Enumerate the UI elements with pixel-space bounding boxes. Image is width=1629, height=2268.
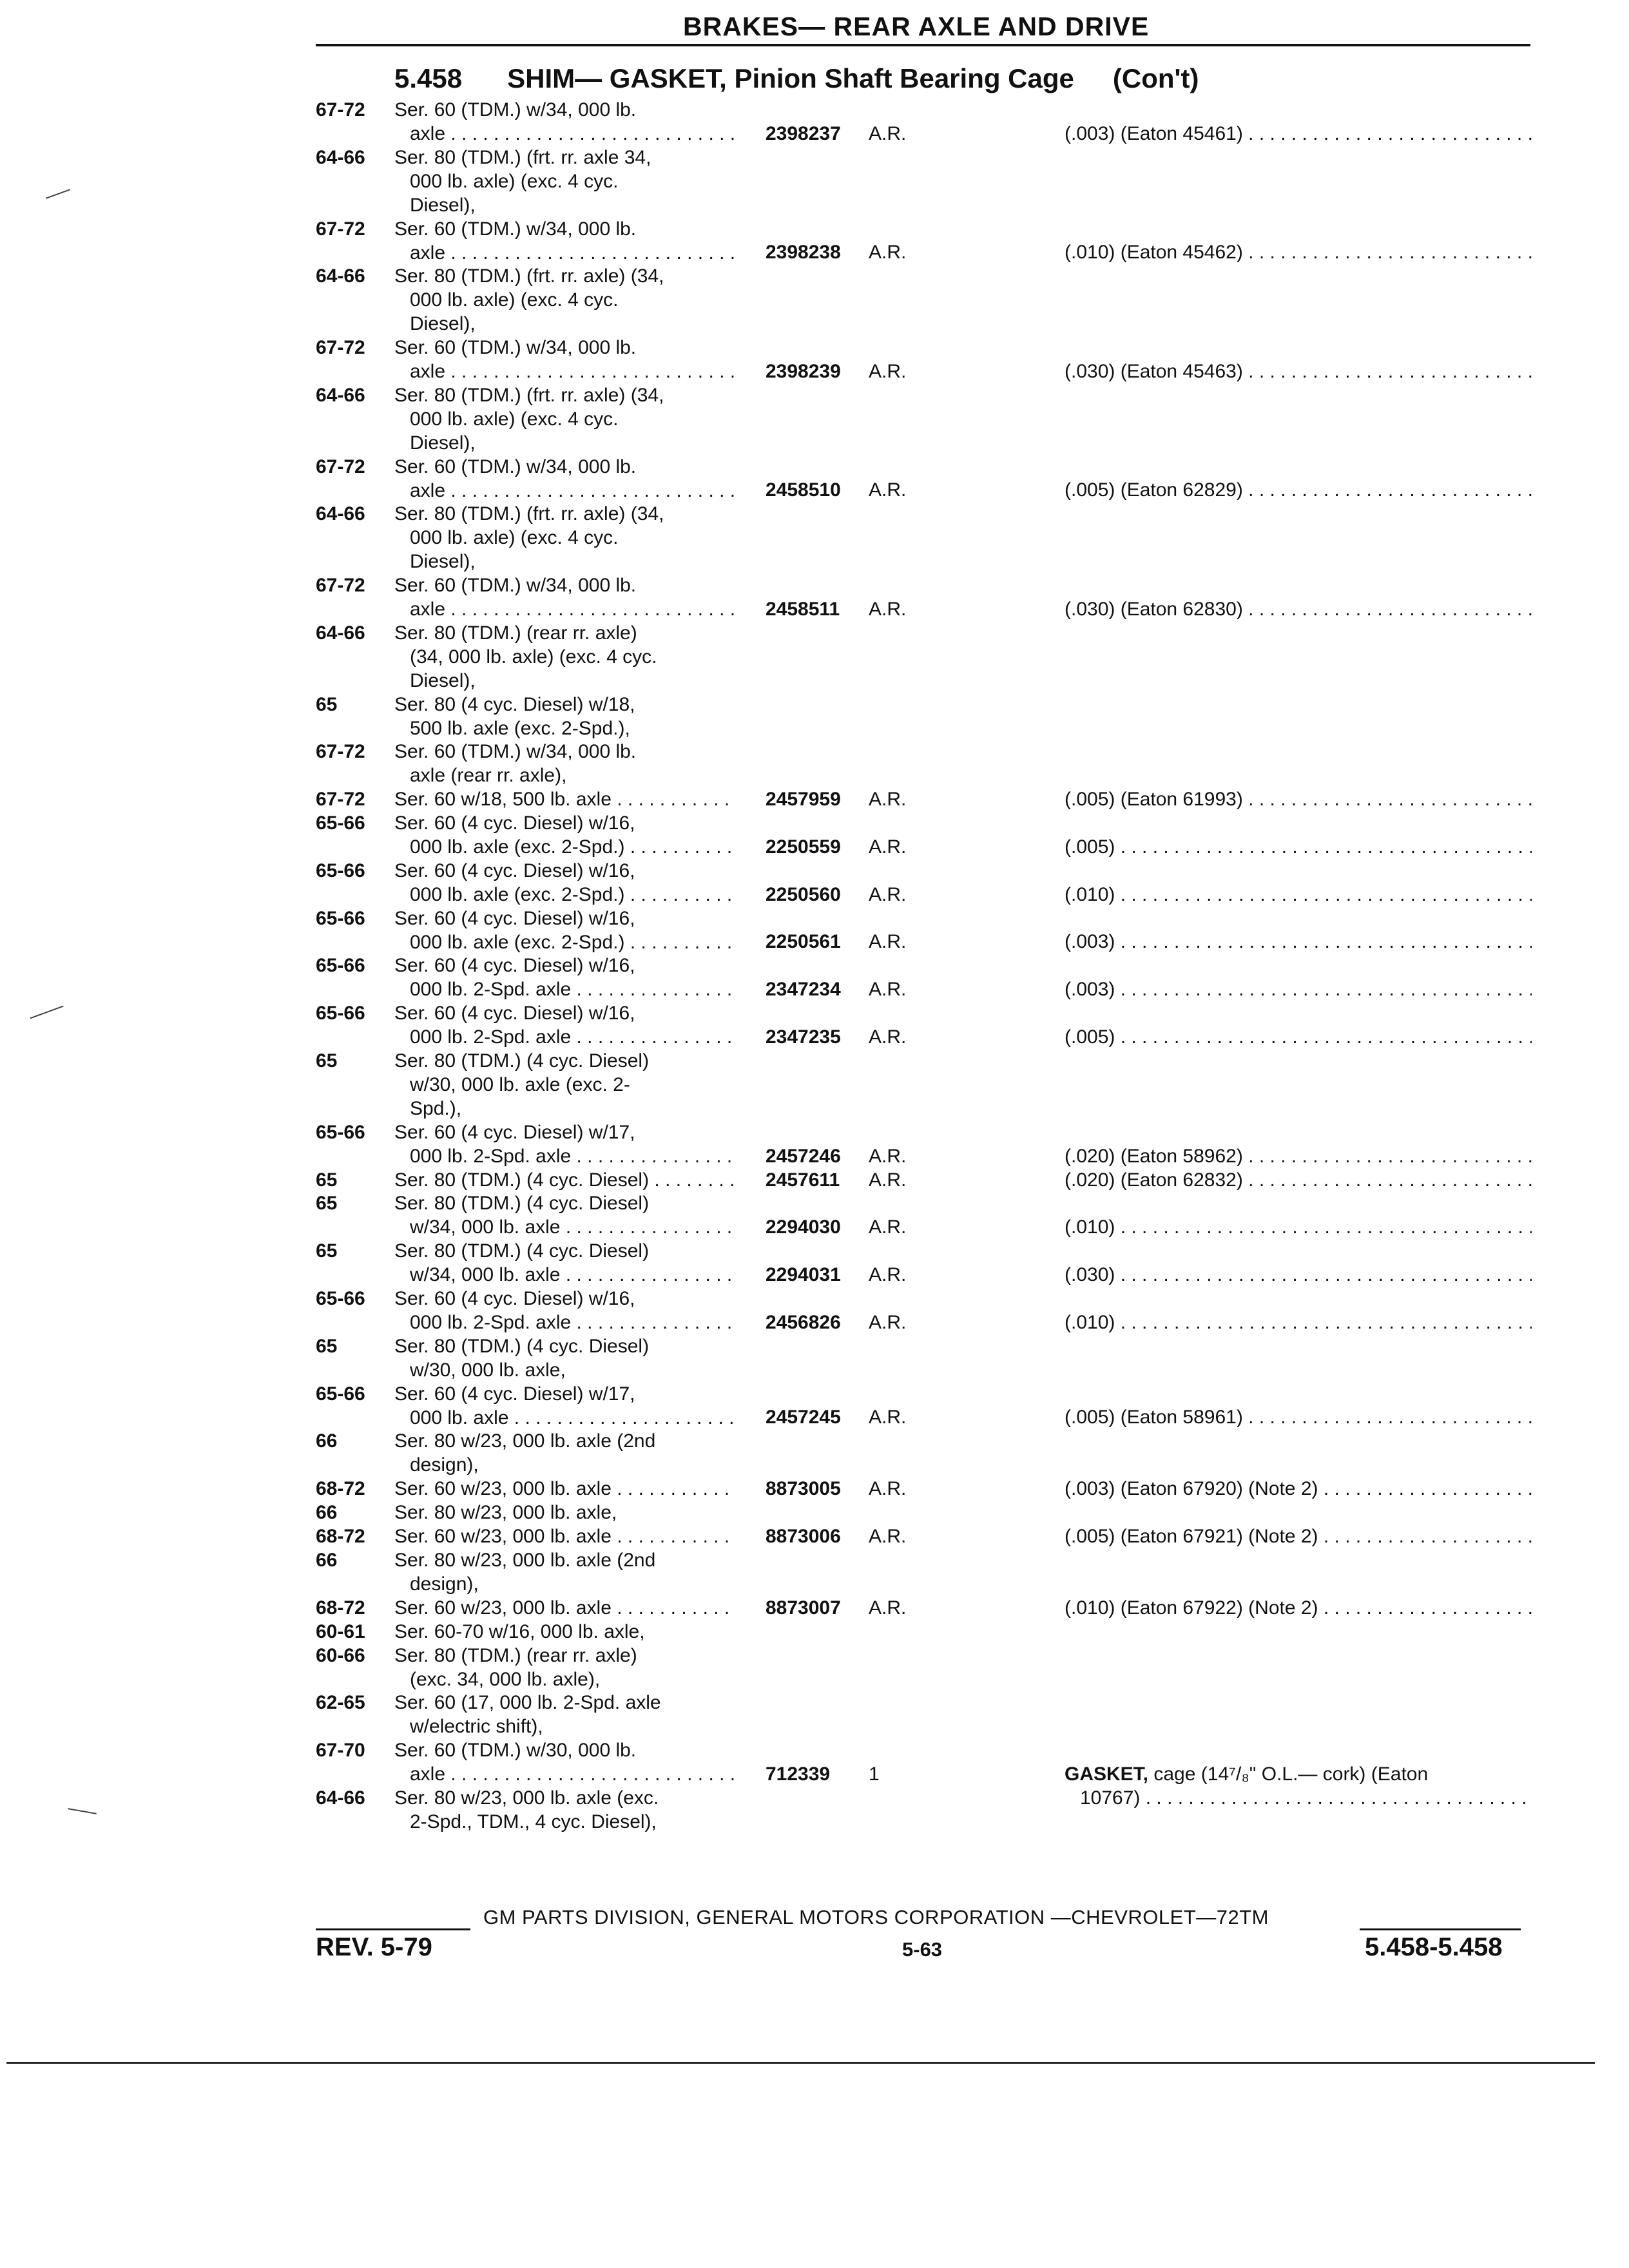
part-number: 2250559 [766,836,841,858]
part-remark [1065,1215,1532,1239]
remark-line: 10767) . . . [1065,1786,1532,1810]
quantity: A.R. [869,360,907,382]
application-description [394,264,736,336]
remark-line: (.010) . . . [1065,1215,1532,1239]
description-line: Ser. 80 (TDM.) (4 cyc. Diesel) [394,1193,650,1215]
part-remark [1065,930,1532,954]
description-line: Ser. 60 w/23, 000 lb. axle . . . [394,1524,736,1548]
header-rule [316,44,1530,46]
section-title: BRAKES— REAR AXLE AND DRIVE [683,12,1150,41]
part-remark [1065,1596,1532,1620]
application-description [394,383,736,455]
application-description [394,1287,736,1334]
model-year: 67-70 [316,1740,365,1762]
table-row [0,1168,1629,1192]
description-line: Ser. 60 (TDM.) w/34, 000 lb. [394,456,637,477]
description-line: 000 lb. axle) (exc. 4 cyc. [410,170,619,192]
footer-corporation: GM PARTS DIVISION, GENERAL MOTORS CORPORATION —CHEVROLET—72TM [483,1906,1269,1928]
model-year: 66 [316,1502,338,1524]
description-line: Ser. 80 (TDM.) (frt. rr. axle) (34, [394,503,664,525]
description-line: Ser. 80 (TDM.) (frt. rr. axle 34, [394,146,651,168]
remark-line: (.010) (Eaton 45462) . . . [1065,240,1532,264]
remark-line: (.030) . . . [1065,1263,1532,1287]
part-remark [1065,1524,1532,1548]
model-year: 65-66 [316,1121,365,1143]
description-line: axle . . . [394,479,736,503]
part-remark [1065,787,1532,811]
part-number: 2458511 [766,598,840,620]
application-description [394,907,736,954]
application-description [394,98,736,146]
table-row [0,264,1629,336]
model-year: 64-66 [316,265,365,287]
quantity: A.R. [869,979,907,1001]
remark-line: (.003) . . . [1065,977,1532,1001]
description-line: Ser. 60 (TDM.) w/34, 000 lb. [394,337,637,358]
quantity: A.R. [869,1145,907,1167]
model-year: 66 [316,1549,338,1571]
table-row [0,1001,1629,1049]
description-line: (34, 000 lb. axle) (exc. 4 cyc. [410,646,657,668]
description-line: Spd.), [410,1098,462,1119]
application-description [394,1334,736,1382]
table-row [0,1644,1629,1691]
quantity: A.R. [869,1597,907,1619]
model-year: 65 [316,1335,338,1357]
model-year: 67-72 [316,99,365,120]
application-description [394,1382,736,1430]
remark-line: (.020) (Eaton 62832) . . . [1065,1168,1532,1192]
part-number: 2294030 [766,1216,841,1238]
description-line: Ser. 80 (TDM.) (rear rr. axle) [394,622,637,644]
part-number: 2250560 [766,883,841,905]
model-year: 65-66 [316,907,365,929]
part-number: 8873005 [766,1478,841,1500]
description-line: 500 lb. axle (exc. 2-Spd.), [410,717,630,739]
group-heading [394,63,1199,94]
description-line: Ser. 80 (TDM.) (4 cyc. Diesel) [394,1335,650,1357]
quantity: 1 [869,1763,880,1785]
model-year: 66 [316,1430,338,1452]
application-description [394,954,736,1001]
description-line: Ser. 60 (4 cyc. Diesel) w/16, [394,955,635,977]
table-row [0,98,1629,146]
quantity: A.R. [869,1216,907,1238]
remark-line: (.005) (Eaton 62829) . . . [1065,478,1532,502]
part-number: 2250561 [766,931,841,953]
table-row [0,811,1629,859]
part-remark [1065,1477,1532,1501]
quantity: A.R. [869,479,907,501]
table-row [0,1786,1629,1834]
part-number: 8873007 [766,1597,841,1619]
table-row [0,1334,1629,1382]
description-line: Ser. 80 w/23, 000 lb. axle, [394,1502,617,1524]
model-year: 65-66 [316,1288,365,1309]
remark-line: (.030) (Eaton 45463) . . . [1065,360,1532,383]
description-line: 000 lb. axle (exc. 2-Spd.) . . . [394,930,736,954]
description-line: Ser. 60 (TDM.) w/30, 000 lb. [394,1740,637,1762]
description-line: Diesel), [410,551,476,573]
description-line: w/34, 000 lb. axle . . . [394,1263,736,1287]
remark-line: (.005) (Eaton 58961) . . . [1065,1405,1532,1429]
quantity: A.R. [869,883,907,905]
description-line: (exc. 34, 000 lb. axle), [410,1668,601,1690]
application-description [394,1191,736,1239]
application-description [394,1168,736,1192]
model-year: 65 [316,1050,338,1072]
description-line: axle . . . [394,360,736,383]
description-line: 000 lb. 2-Spd. axle . . . [394,977,736,1001]
remark-line: (.005) . . . [1065,1025,1532,1049]
model-year: 67-72 [316,741,365,763]
application-description [394,1501,736,1524]
application-description [394,811,736,859]
model-year: 60-61 [316,1620,365,1642]
application-description [394,1786,736,1834]
model-year: 65 [316,1240,338,1262]
application-description [394,1477,736,1501]
description-line: Ser. 60 (TDM.) w/34, 000 lb. [394,218,637,240]
application-description [394,1738,736,1786]
description-line: Ser. 60 w/18, 500 lb. axle . . . [394,787,736,811]
description-line: Ser. 60 (4 cyc. Diesel) w/16, [394,812,635,834]
table-row [0,740,1629,787]
continued-label: (Con't) [1112,63,1199,93]
quantity: A.R. [869,122,907,144]
part-remark [1065,1168,1532,1192]
model-year: 64-66 [316,384,365,406]
model-year: 64-66 [316,1787,365,1809]
table-row [0,1120,1629,1168]
description-line: Ser. 60 (4 cyc. Diesel) w/16, [394,907,635,929]
description-line: 000 lb. axle) (exc. 4 cyc. [410,289,619,311]
description-line: Diesel), [410,313,476,335]
application-description [394,1620,736,1644]
quantity: A.R. [869,1478,907,1500]
table-row [0,1501,1629,1524]
table-row [0,1429,1629,1477]
table-row [0,1691,1629,1738]
model-year: 67-72 [316,218,365,240]
description-line: Ser. 80 w/23, 000 lb. axle (exc. [394,1787,659,1809]
application-description [394,859,736,907]
model-year: 65 [316,1193,338,1215]
table-row [0,383,1629,455]
description-line: Ser. 80 (TDM.) (4 cyc. Diesel) . . . [394,1168,736,1192]
description-line: Ser. 80 w/23, 000 lb. axle (2nd [394,1549,656,1571]
table-row [0,907,1629,954]
description-line: Ser. 80 (TDM.) (rear rr. axle) [394,1644,637,1666]
description-line: 000 lb. 2-Spd. axle . . . [394,1311,736,1334]
application-description [394,1691,736,1738]
description-line: w/30, 000 lb. axle, [410,1359,566,1381]
quantity: A.R. [869,1026,907,1048]
quantity: A.R. [869,836,907,858]
group-title: SHIM— GASKET, Pinion Shaft Bearing Cage [507,63,1074,93]
description-line: Ser. 80 (TDM.) (4 cyc. Diesel) [394,1050,650,1072]
description-line: 000 lb. axle) (exc. 4 cyc. [410,527,619,549]
model-year: 67-72 [316,575,365,596]
description-line: Ser. 60 w/23, 000 lb. axle . . . [394,1477,736,1501]
description-line: 000 lb. axle) (exc. 4 cyc. [410,408,619,430]
table-row [0,859,1629,907]
model-year: 68-72 [316,1526,365,1547]
quantity: A.R. [869,1407,907,1428]
part-remark [1065,1311,1532,1334]
application-description [394,217,736,265]
table-row [0,455,1629,503]
model-year: 64-66 [316,503,365,525]
description-line: Ser. 60 (4 cyc. Diesel) w/16, [394,1003,635,1024]
quantity: A.R. [869,931,907,953]
description-line: design), [410,1454,479,1476]
remark-text: cage (14⁷/₈" O.L.— cork) (Eaton [1153,1763,1429,1785]
footer-rule-left [316,1928,470,1930]
description-line: Diesel), [410,432,476,454]
part-remark [1065,883,1532,907]
description-line: Ser. 60-70 w/16, 000 lb. axle, [394,1620,645,1642]
description-line: axle (rear rr. axle), [410,765,567,787]
model-year: 65 [316,693,338,715]
application-description [394,740,736,787]
model-year: 64-66 [316,146,365,168]
description-line: 000 lb. axle (exc. 2-Spd.) . . . [394,883,736,907]
scan-edge-rule [6,2062,1595,2064]
description-line: axle . . . [394,241,736,265]
application-description [394,693,736,740]
table-row [0,1548,1629,1596]
model-year: 65-66 [316,1003,365,1024]
table-row [0,1620,1629,1644]
part-number: 2457959 [766,789,841,811]
table-row [0,502,1629,573]
remark-line: (.010) . . . [1065,883,1532,907]
description-line: Ser. 60 (TDM.) w/34, 000 lb. [394,575,637,596]
quantity: A.R. [869,598,907,620]
section-range: 5.458-5.458 [1365,1933,1503,1961]
description-line: 000 lb. 2-Spd. axle . . . [394,1025,736,1049]
description-line: Ser. 60 (4 cyc. Diesel) w/17, [394,1383,635,1405]
part-remark [1065,1144,1532,1168]
remark-line: (.003) (Eaton 45461) . . . [1065,122,1532,146]
description-line: w/30, 000 lb. axle (exc. 2- [410,1074,630,1095]
model-year: 62-65 [316,1692,365,1714]
quantity: A.R. [869,1526,907,1547]
part-remark [1065,122,1532,146]
application-description [394,787,736,811]
application-description [394,1120,736,1168]
description-line: Ser. 80 (TDM.) (frt. rr. axle) (34, [394,384,664,406]
part-number: 8873006 [766,1526,841,1547]
description-line: w/electric shift), [410,1716,543,1738]
application-description [394,1548,736,1596]
part-number: 2294031 [766,1264,841,1286]
part-remark [1065,360,1532,383]
description-line: Ser. 80 w/23, 000 lb. axle (2nd [394,1430,656,1452]
remark-line: (.020) (Eaton 58962) . . . [1065,1144,1532,1168]
part-remark [1065,1405,1532,1429]
description-line: Ser. 60 (4 cyc. Diesel) w/16, [394,1288,635,1309]
model-year: 65 [316,1169,338,1191]
description-line: Ser. 80 (TDM.) (4 cyc. Diesel) [394,1240,650,1262]
model-year: 65-66 [316,860,365,881]
application-description [394,1596,736,1620]
item-name: GASKET, [1065,1763,1149,1785]
table-row [0,954,1629,1001]
application-description [394,1524,736,1548]
part-remark [1065,240,1532,264]
footer-rule-right [1360,1928,1521,1930]
remark-line: (.003) . . . [1065,930,1532,954]
model-year: 68-72 [316,1478,365,1500]
application-description [394,1001,736,1049]
description-line: Diesel), [410,669,476,691]
description-line: axle . . . [394,597,736,621]
remark-line: (.005) . . . [1065,835,1532,859]
description-line: Ser. 80 (4 cyc. Diesel) w/18, [394,693,635,715]
table-row [0,1382,1629,1430]
model-year: 65-66 [316,812,365,834]
remark-line: (.030) (Eaton 62830) . . . [1065,597,1532,621]
table-row [0,621,1629,693]
description-line: Ser. 60 (17, 000 lb. 2-Spd. axle [394,1692,661,1714]
part-number: 2398239 [766,360,841,382]
part-remark [1065,835,1532,859]
part-remark [1065,478,1532,502]
remark-line [1065,1762,1532,1786]
remark-line: (.005) (Eaton 67921) (Note 2) . . . [1065,1524,1532,1548]
remark-line: (.010) (Eaton 67922) (Note 2) . . . [1065,1596,1532,1620]
application-description [394,455,736,503]
table-row [0,693,1629,740]
model-year: 67-72 [316,789,365,811]
application-description [394,621,736,693]
table-row [0,1477,1629,1501]
model-year: 67-72 [316,456,365,477]
model-year: 65-66 [316,1383,365,1405]
description-line: 000 lb. axle (exc. 2-Spd.) . . . [394,835,736,859]
revision-label: REV. 5-79 [316,1933,432,1961]
part-number: 2347234 [766,979,841,1001]
part-number: 2398237 [766,122,841,144]
application-description [394,573,736,621]
model-year: 67-72 [316,337,365,358]
application-description [394,336,736,383]
table-row [0,1596,1629,1620]
description-line: w/34, 000 lb. axle . . . [394,1215,736,1239]
description-line: axle . . . [394,122,736,146]
application-description [394,1239,736,1287]
description-line: 2-Spd., TDM., 4 cyc. Diesel), [410,1811,657,1832]
part-number: 2456826 [766,1311,841,1333]
application-description [394,1644,736,1691]
description-line: Ser. 80 (TDM.) (frt. rr. axle) (34, [394,265,664,287]
group-number: 5.458 [394,63,463,93]
description-line: Ser. 60 (4 cyc. Diesel) w/17, [394,1121,635,1143]
model-year: 68-72 [316,1597,365,1619]
description-line: axle . . . [394,1762,736,1786]
quantity: A.R. [869,1311,907,1333]
part-remark [1065,597,1532,621]
description-line: 000 lb. axle . . . [394,1406,736,1430]
description-line: Ser. 60 (4 cyc. Diesel) w/16, [394,860,635,881]
table-row [0,217,1629,265]
table-row [0,1239,1629,1287]
table-row [0,336,1629,383]
part-number: 2457611 [766,1169,840,1191]
description-line: Diesel), [410,194,476,216]
part-number: 2398238 [766,242,841,264]
part-number: 2457246 [766,1145,841,1167]
table-row [0,1049,1629,1120]
description-line: Ser. 60 (TDM.) w/34, 000 lb. [394,99,637,120]
remark-line: (.005) (Eaton 61993) . . . [1065,787,1532,811]
application-description [394,1049,736,1120]
part-remark [1065,977,1532,1001]
table-row [0,146,1629,217]
page-number: 5-63 [902,1938,943,1961]
table-row [0,787,1629,811]
table-row [0,1524,1629,1548]
quantity: A.R. [869,789,907,811]
part-remark [1065,1025,1532,1049]
part-number: 2457245 [766,1407,841,1428]
description-line: 000 lb. 2-Spd. axle . . . [394,1144,736,1168]
description-line: design), [410,1573,479,1595]
quantity: A.R. [869,1264,907,1286]
part-number: 712339 [766,1763,831,1785]
application-description [394,1429,736,1477]
remark-line: (.010) . . . [1065,1311,1532,1334]
quantity: A.R. [869,242,907,264]
remark-line: (.003) (Eaton 67920) (Note 2) . . . [1065,1477,1532,1501]
part-remark [1065,1263,1532,1287]
part-number: 2458510 [766,479,841,501]
model-year: 65-66 [316,955,365,977]
application-description [394,502,736,573]
model-year: 60-66 [316,1644,365,1666]
quantity: A.R. [869,1169,907,1191]
table-row [0,1191,1629,1239]
description-line: Ser. 60 (TDM.) w/34, 000 lb. [394,741,637,763]
part-number: 2347235 [766,1026,841,1048]
model-year: 64-66 [316,622,365,644]
description-line: Ser. 60 w/23, 000 lb. axle . . . [394,1596,736,1620]
table-row [0,1287,1629,1334]
application-description [394,146,736,217]
table-row [0,573,1629,621]
